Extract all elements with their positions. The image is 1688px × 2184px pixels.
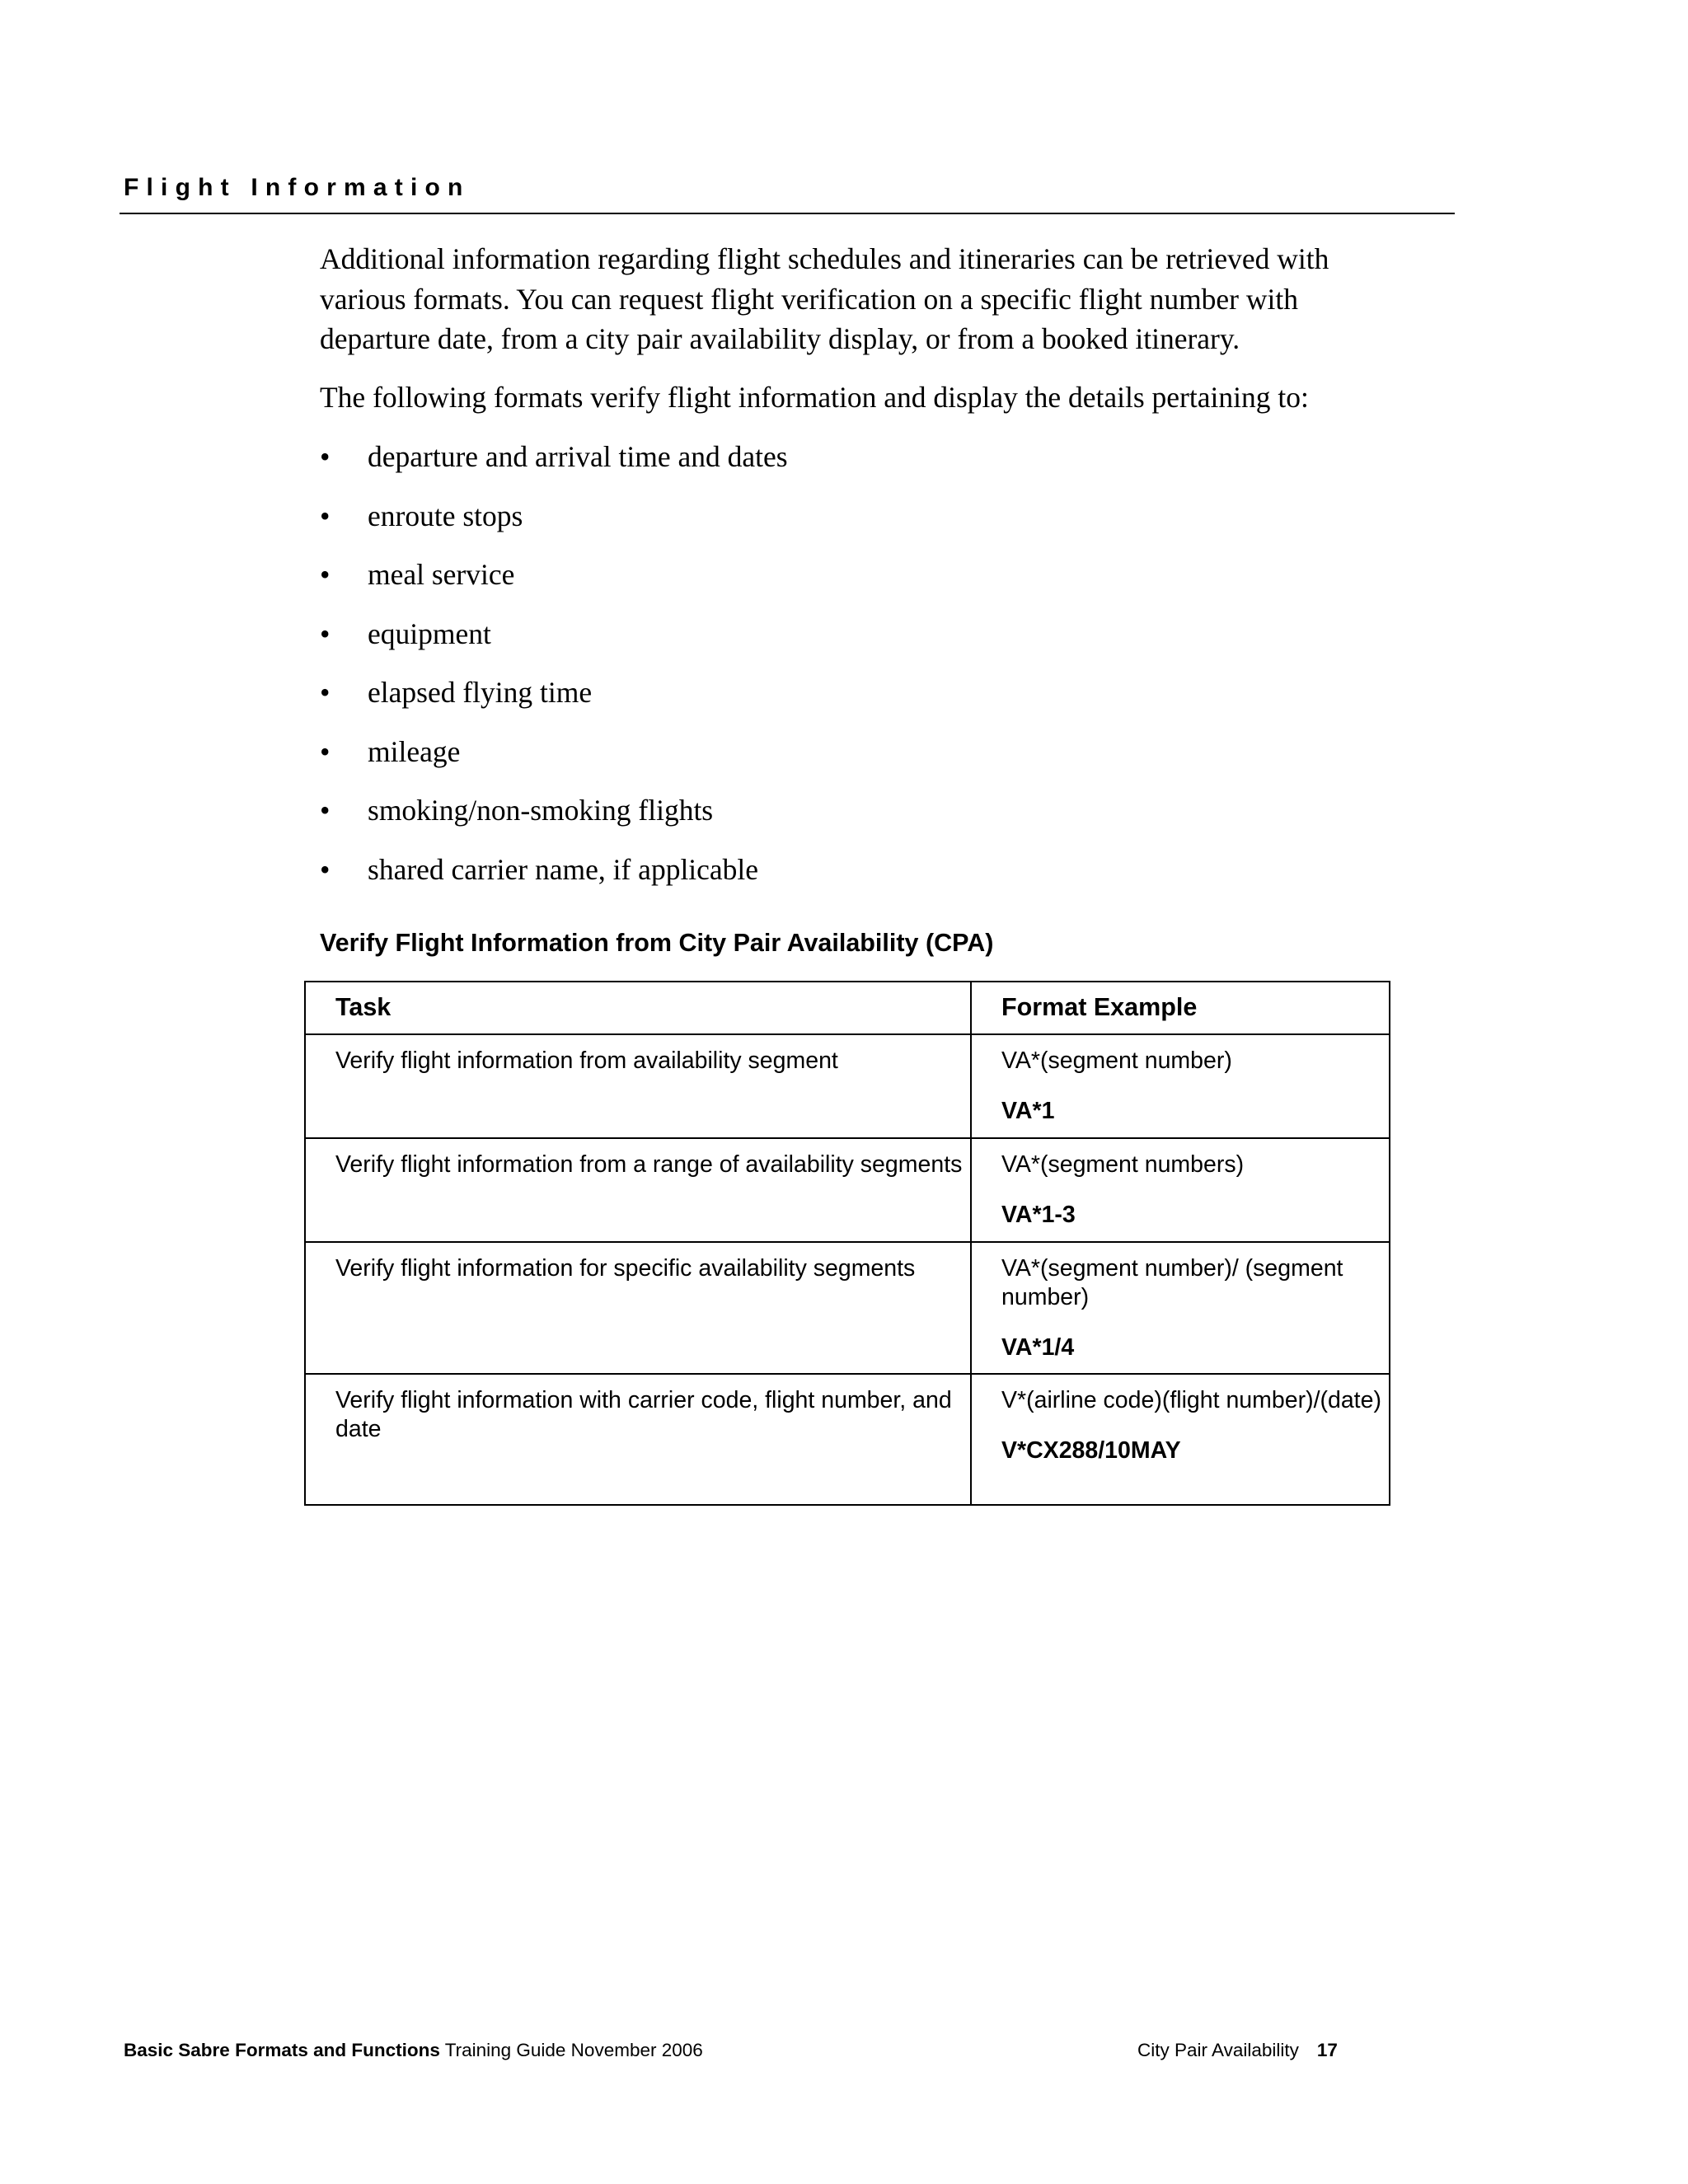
list-item <box>320 614 1144 673</box>
format-pattern: VA*(segment number)/ (segment number) <box>1001 1255 1343 1310</box>
bullet-icon: • <box>320 676 331 709</box>
format-example: VA*1 <box>1001 1098 1055 1124</box>
list-item <box>320 555 1144 614</box>
detail-bullet-list <box>320 437 1144 908</box>
task-cell: Verify flight information with carrier code, flight number, and date <box>305 1374 971 1505</box>
format-example: V*CX288/10MAY <box>1001 1437 1181 1464</box>
format-example: VA*1/4 <box>1001 1334 1075 1361</box>
bullet-text: departure and arrival time and dates <box>368 440 788 473</box>
bullet-text: enroute stops <box>368 499 523 532</box>
list-item <box>320 673 1144 732</box>
intro-paragraph-1: Additional information regarding flight schedules and itineraries can be retrieved with various formats. You can request flight verification on a specific flight number with departure date, from a city pair availability display, or from a booked itinerary. <box>320 242 1329 355</box>
format-cell <box>971 1374 1390 1505</box>
format-cell <box>971 1138 1390 1242</box>
list-item <box>320 496 1144 555</box>
bullet-text: shared carrier name, if applicable <box>368 852 759 886</box>
format-pattern: VA*(segment number) <box>1001 1047 1232 1074</box>
bullet-text: mileage <box>368 734 461 768</box>
bullet-text: equipment <box>368 616 491 650</box>
format-table <box>304 981 1390 1506</box>
table-row <box>305 1374 1390 1505</box>
footer-page-info <box>1137 2038 1338 2063</box>
column-header-task: Task <box>305 982 971 1034</box>
table-row <box>305 1138 1390 1242</box>
format-cell <box>971 1242 1390 1374</box>
section-heading: Verify Flight Information from City Pair Availability (CPA) <box>320 929 994 957</box>
bullet-icon: • <box>320 499 331 532</box>
format-pattern: V*(airline code)(flight number)/(date) <box>1001 1387 1381 1413</box>
bullet-icon: • <box>320 440 331 473</box>
footer-book-info <box>124 2038 703 2063</box>
bullet-icon: • <box>320 852 331 886</box>
bullet-icon: • <box>320 558 331 591</box>
intro-paragraph-2: The following formats verify flight information and display the details pertaining to: <box>320 381 1309 414</box>
bullet-icon: • <box>320 734 331 768</box>
table-row <box>305 1242 1390 1374</box>
footer-subtitle: Training Guide November 2006 <box>439 2040 703 2060</box>
page-header-title: Flight Information <box>124 174 471 201</box>
header-divider <box>120 213 1455 214</box>
bullet-text: smoking/non-smoking flights <box>368 794 714 827</box>
footer-section-name: City Pair Availability <box>1137 2040 1299 2060</box>
list-item <box>320 850 1144 909</box>
column-header-format-example: Format Example <box>971 982 1390 1034</box>
page-number: 17 <box>1316 2040 1338 2060</box>
bullet-text: meal service <box>368 558 515 591</box>
format-pattern: VA*(segment numbers) <box>1001 1151 1245 1178</box>
list-item <box>320 790 1144 850</box>
list-item <box>320 437 1144 496</box>
bullet-icon: • <box>320 616 331 650</box>
format-example: VA*1-3 <box>1001 1202 1076 1228</box>
bullet-text: elapsed flying time <box>368 676 593 709</box>
bullet-icon: • <box>320 794 331 827</box>
task-cell: Verify flight information from a range of availability segments <box>305 1138 971 1242</box>
footer-book-title: Basic Sabre Formats and Functions <box>124 2040 440 2060</box>
task-cell: Verify flight information for specific availability segments <box>305 1242 971 1374</box>
table-row <box>305 1034 1390 1138</box>
list-item <box>320 732 1144 791</box>
task-cell: Verify flight information from availability segment <box>305 1034 971 1138</box>
table-header-row <box>305 982 1390 1034</box>
format-cell <box>971 1034 1390 1138</box>
